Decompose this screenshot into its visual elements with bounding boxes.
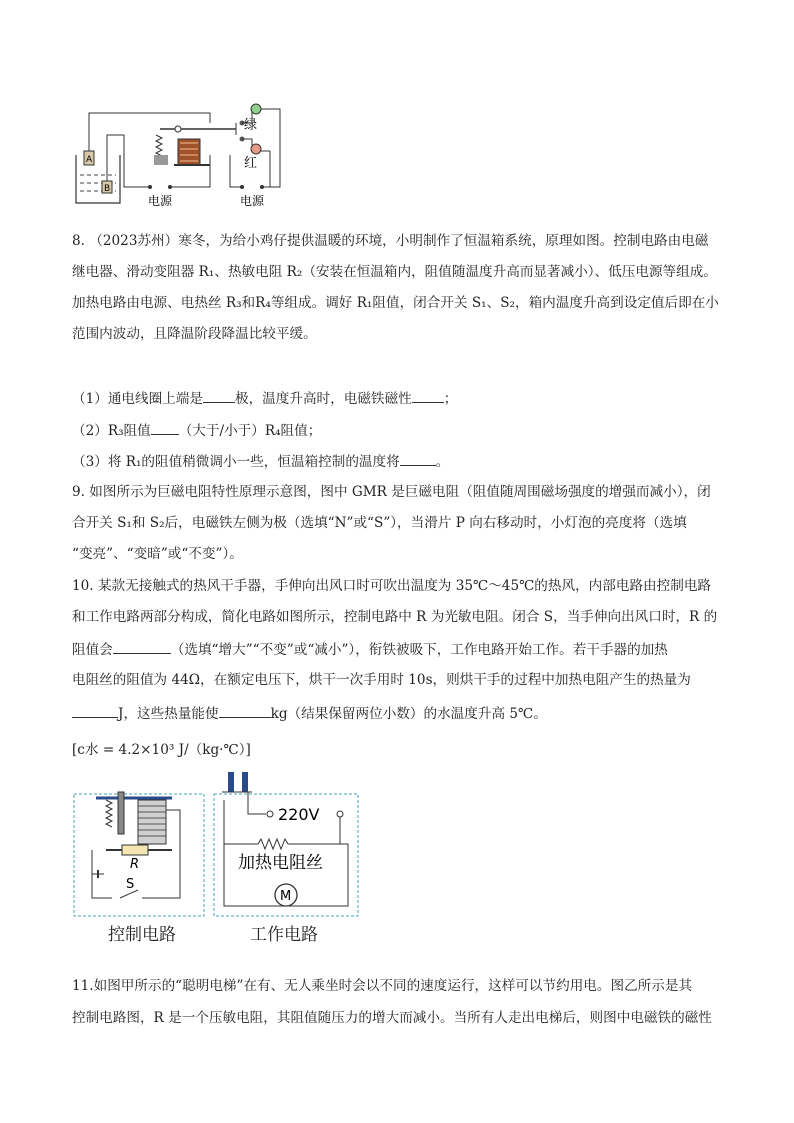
q10-line-5 bbox=[72, 703, 547, 723]
motor-label: M bbox=[280, 889, 292, 904]
q9-line-2: 合开关 S₁和 S₂后，电磁铁左侧为极（选填“N”或“S”），当滑片 P 向右移动时，小灯泡的亮度将（选填 bbox=[72, 515, 687, 531]
voltage-label: 220V bbox=[278, 805, 320, 824]
hand-dryer-circuit-figure bbox=[72, 770, 362, 918]
q8-part-1-c: ； bbox=[443, 391, 458, 407]
answer-blank[interactable] bbox=[400, 451, 436, 466]
caption-control-circuit: 控制电路 bbox=[108, 925, 176, 945]
q9-line-1: 9. 如图所示为巨磁电阻特性原理示意图，图中 GMR 是巨磁电阻（阻值随周围磁场强度的增强而减小），闭 bbox=[72, 484, 711, 500]
q10-formula: [c水 = 4.2×10³ J/（kg·℃）] bbox=[72, 742, 251, 758]
q10-line-3 bbox=[72, 639, 668, 659]
heater-label: 加热电阻丝 bbox=[238, 853, 323, 873]
q8-line-1: 8. （2023苏州）寒冬，为给小鸡仔提供温暖的环境，小明制作了恒温箱系统，原理如图。控制电路由电磁 bbox=[72, 233, 709, 249]
q10-line-3-b: （选填“增大”“不变”或“减小”），衔铁被吸下，工作电路开始工作。若干手器的加热 bbox=[170, 642, 668, 658]
resistor-r-label: R bbox=[130, 857, 140, 872]
q10-line-1: 10. 某款无接触式的热风干手器，手伸向出风口时可吹出温度为 35℃～45℃的热风，内部电路由控制电路 bbox=[72, 578, 712, 594]
q10-line-4: 电阻丝的阻值为 44Ω，在额定电压下，烘干一次手用时 10s，则烘干手的过程中加热电阻产生的热量为 bbox=[72, 672, 691, 688]
label-b: B bbox=[104, 184, 111, 194]
q10-line-3-a: 阻值会 bbox=[72, 642, 113, 658]
q8-part-1 bbox=[72, 388, 457, 408]
answer-blank[interactable] bbox=[219, 703, 271, 718]
q8-part-2 bbox=[72, 420, 321, 440]
answer-blank[interactable] bbox=[113, 639, 171, 654]
q10-line-2: 和工作电路两部分构成，简化电路如图所示，控制电路中 R 为光敏电阻。闭合 S，当手伸向出风口时，R 的 bbox=[72, 609, 718, 625]
switch-s-label: S bbox=[126, 877, 135, 892]
q8-part-2-a: （2）R₃阻值 bbox=[72, 423, 151, 439]
lamp-green-label: 绿 bbox=[244, 118, 258, 133]
q8-line-2: 继电器、滑动变阻器 R₁、热敏电阻 R₂（安装在恒温箱内，阻值随温度升高而显著减小）、低压电源等组成。 bbox=[72, 264, 717, 280]
red-lamp-icon bbox=[251, 144, 261, 154]
power-label-right: 电源 bbox=[240, 194, 265, 208]
relay-circuit-figure bbox=[70, 95, 290, 210]
q8-part-2-b: （大于/小于）R₄阻值； bbox=[178, 423, 322, 439]
q8-line-3: 加热电路由电源、电热丝 R₃和R₄等组成。调好 R₁阻值，闭合开关 S₁、S₂，箱内温度升高到设定值后即在小 bbox=[72, 295, 719, 311]
green-lamp-icon bbox=[251, 104, 261, 114]
q11-line-1: 11.如图甲所示的“聪明电梯”在有、无人乘坐时会以不同的速度运行，这样可以节约用电。图乙所示是其 bbox=[72, 978, 693, 994]
q8-part-1-b: 极，温度升高时，电磁铁磁性 bbox=[235, 391, 412, 407]
q8-part-3-a: （3）将 R₁的阻值稍微调小一些，恒温箱控制的温度将 bbox=[72, 454, 400, 470]
q8-part-1-a: （1）通电线圈上端是 bbox=[72, 391, 203, 407]
answer-blank[interactable] bbox=[72, 703, 118, 718]
label-a: A bbox=[86, 155, 93, 165]
power-label-left: 电源 bbox=[148, 194, 173, 208]
answer-blank[interactable] bbox=[203, 388, 235, 403]
q8-part-3-b: 。 bbox=[435, 454, 450, 470]
q10-line-5-a: J，这些热量能使 bbox=[118, 706, 219, 722]
answer-blank[interactable] bbox=[151, 420, 179, 435]
q10-line-5-b: kg（结果保留两位小数）的水温度升高 5℃。 bbox=[270, 706, 547, 722]
q11-line-2: 控制电路图，R 是一个压敏电阻，其阻值随压力的增大而减小。当所有人走出电梯后，则图中电磁铁的磁性 bbox=[72, 1010, 712, 1026]
q8-line-4: 范围内波动，且降温阶段降温比较平缓。 bbox=[72, 326, 317, 342]
answer-blank[interactable] bbox=[412, 388, 444, 403]
q8-part-3 bbox=[72, 451, 449, 471]
q9-line-3: “变亮”、“变暗”或“不变”）。 bbox=[72, 546, 243, 562]
caption-working-circuit: 工作电路 bbox=[250, 925, 318, 945]
lamp-red-label: 红 bbox=[244, 156, 258, 171]
